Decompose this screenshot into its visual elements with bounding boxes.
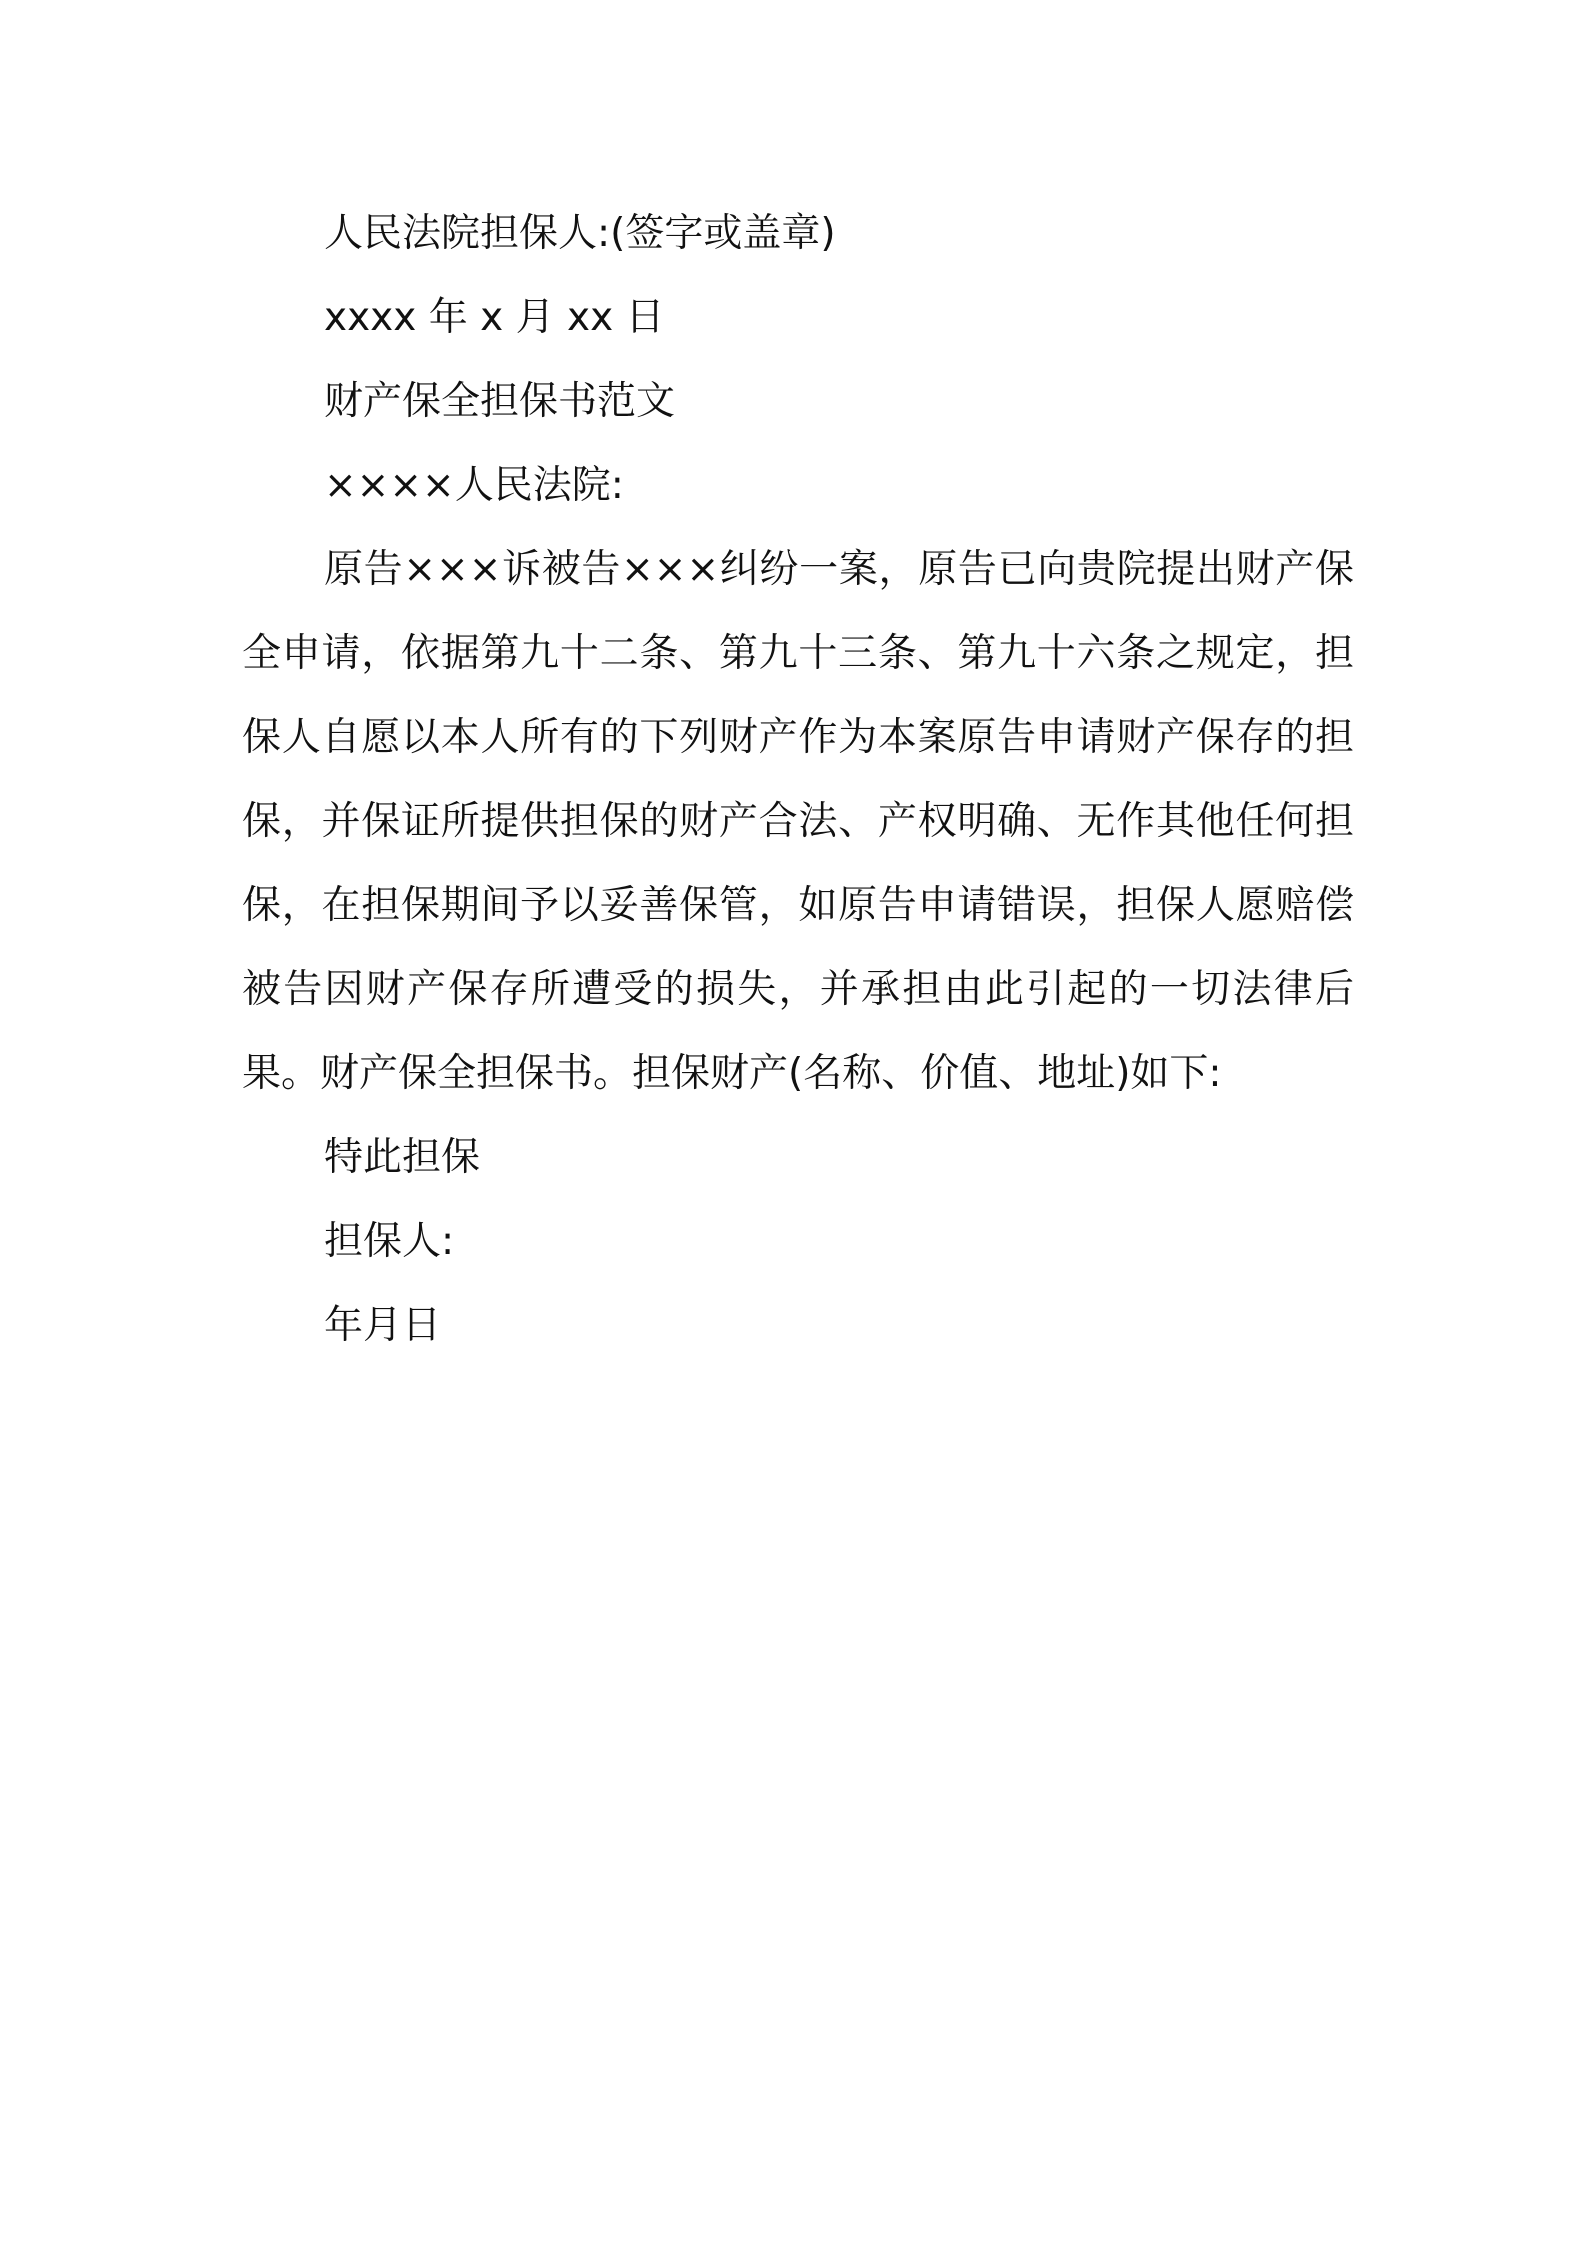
date-blank: 年月日 <box>324 1303 442 1348</box>
document-heading: 财产保全担保书范文 <box>324 379 676 424</box>
signature-line: 人民法院担保人:(签字或盖章) <box>324 211 836 256</box>
document-body <box>242 192 1354 1368</box>
body-paragraph: 原告×××诉被告×××纠纷一案，原告已向贵院提出财产保全申请，依据第九十二条、第九十三条、第九十六条之规定，担保人自愿以本人所有的下列财产作为本案原告申请财产保存的担保，并保证所提供担保的财产合法、产权明确、无作其他任何担保，在担保期间予以妥善保管，如原告申请错误，担保人愿赔偿被告因财产保存所遭受的损失，并承担由此引起的一切法律后果。财产保全担保书。担保财产(名称、价值、地址)如下: <box>242 547 1354 1096</box>
closing-line: 特此担保 <box>324 1135 481 1180</box>
guarantor-label: 担保人: <box>324 1219 455 1264</box>
addressee: ××××人民法院: <box>324 463 624 508</box>
date-line: xxxx 年 x 月 xx 日 <box>324 295 665 340</box>
